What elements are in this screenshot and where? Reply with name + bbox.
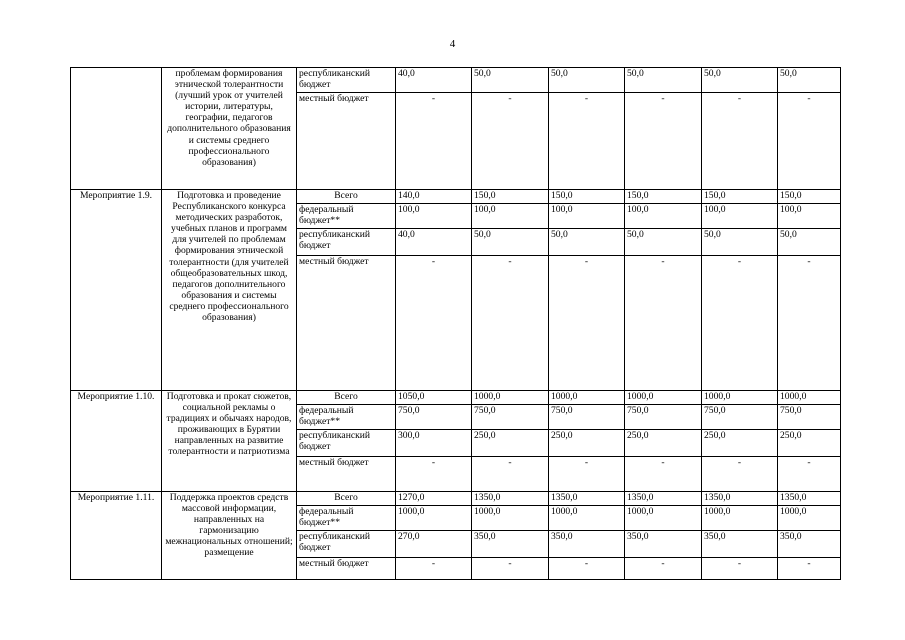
amount-cell: 750,0 [472, 405, 549, 430]
amount-cell: 250,0 [472, 430, 549, 457]
amount-cell: 1350,0 [625, 492, 702, 506]
event-description-cell: Подготовка и проведение Республиканского конкурса методических разработок, учебных планов и программ для учителей по проблемам формирования этнической толерантности (для учителей общеобразовательных шкод, педагогов дополнительного образования и системы среднего профессионального образования) [162, 190, 297, 391]
amount-cell: - [472, 558, 549, 580]
amount-cell: - [702, 457, 778, 492]
amount-cell: 1000,0 [549, 506, 625, 531]
amount-cell: 1050,0 [396, 391, 472, 405]
amount-cell: 1000,0 [702, 506, 778, 531]
funding-source-cell: Всего [297, 492, 396, 506]
event-number-cell [71, 68, 162, 190]
funding-source-cell: республиканский бюджет [297, 531, 396, 558]
amount-cell: 100,0 [778, 204, 841, 229]
amount-cell: 50,0 [702, 229, 778, 256]
table-row [71, 492, 841, 506]
amount-cell: 50,0 [549, 68, 625, 93]
amount-cell: - [472, 93, 549, 190]
funding-source-cell: местный бюджет [297, 558, 396, 580]
page-number: 4 [449, 38, 456, 50]
amount-cell: 50,0 [778, 68, 841, 93]
event-number-cell: Мероприятие 1.11. [71, 492, 162, 580]
event-description-cell: Подготовка и прокат сюжетов, социальной рекламы о традициях и обычаях народов, проживающих в Бурятии направленных на развитие толерантности и патриотизма [162, 391, 297, 492]
amount-cell: 350,0 [472, 531, 549, 558]
amount-cell: 50,0 [472, 229, 549, 256]
amount-cell: 250,0 [778, 430, 841, 457]
amount-cell: - [778, 93, 841, 190]
amount-cell: - [549, 457, 625, 492]
event-number-cell: Мероприятие 1.10. [71, 391, 162, 492]
amount-cell: 350,0 [702, 531, 778, 558]
amount-cell: - [549, 256, 625, 391]
table-row [71, 190, 841, 204]
amount-cell: 350,0 [778, 531, 841, 558]
funding-source-cell: республиканский бюджет [297, 68, 396, 93]
amount-cell: 750,0 [396, 405, 472, 430]
table-row [71, 68, 841, 93]
funding-source-cell: местный бюджет [297, 457, 396, 492]
amount-cell: 150,0 [472, 190, 549, 204]
amount-cell: 1350,0 [702, 492, 778, 506]
amount-cell: - [625, 457, 702, 492]
amount-cell: 50,0 [549, 229, 625, 256]
amount-cell: 1000,0 [472, 506, 549, 531]
amount-cell: - [472, 256, 549, 391]
event-description-cell: проблемам формирования этнической толерантности (лучший урок от учителей истории, литературы, географии, педагогов дополнительного образования и системы среднего профессионального образования) [162, 68, 297, 190]
amount-cell: 100,0 [472, 204, 549, 229]
amount-cell: 350,0 [625, 531, 702, 558]
amount-cell: 1000,0 [625, 506, 702, 531]
amount-cell: - [778, 457, 841, 492]
amount-cell: - [396, 558, 472, 580]
amount-cell: - [625, 93, 702, 190]
amount-cell: 1000,0 [472, 391, 549, 405]
amount-cell: 100,0 [625, 204, 702, 229]
amount-cell: 50,0 [625, 68, 702, 93]
amount-cell: 50,0 [625, 229, 702, 256]
amount-cell: 100,0 [702, 204, 778, 229]
amount-cell: 40,0 [396, 229, 472, 256]
budget-table [70, 67, 841, 580]
amount-cell: 140,0 [396, 190, 472, 204]
amount-cell: - [778, 558, 841, 580]
amount-cell: 100,0 [396, 204, 472, 229]
amount-cell: 1350,0 [549, 492, 625, 506]
amount-cell: - [702, 256, 778, 391]
amount-cell: 350,0 [549, 531, 625, 558]
funding-source-cell: федеральный бюджет** [297, 506, 396, 531]
funding-source-cell: Всего [297, 190, 396, 204]
amount-cell: 1270,0 [396, 492, 472, 506]
funding-source-cell: федеральный бюджет** [297, 405, 396, 430]
amount-cell: - [396, 93, 472, 190]
amount-cell: 1000,0 [396, 506, 472, 531]
funding-source-cell: республиканский бюджет [297, 430, 396, 457]
amount-cell: 100,0 [549, 204, 625, 229]
funding-source-cell: Всего [297, 391, 396, 405]
amount-cell: - [702, 558, 778, 580]
amount-cell: 1000,0 [549, 391, 625, 405]
amount-cell: 1000,0 [702, 391, 778, 405]
funding-source-cell: федеральный бюджет** [297, 204, 396, 229]
amount-cell: 300,0 [396, 430, 472, 457]
amount-cell: 50,0 [702, 68, 778, 93]
amount-cell: 50,0 [778, 229, 841, 256]
event-description-cell: Поддержка проектов средств массовой информации, направленных на гармонизацию межнациональных отношений; размещение [162, 492, 297, 580]
amount-cell: 1000,0 [625, 391, 702, 405]
budget-table-body [71, 68, 841, 580]
amount-cell: - [625, 558, 702, 580]
amount-cell: 1350,0 [472, 492, 549, 506]
amount-cell: 50,0 [472, 68, 549, 93]
funding-source-cell: местный бюджет [297, 93, 396, 190]
amount-cell: 750,0 [778, 405, 841, 430]
amount-cell: - [702, 93, 778, 190]
amount-cell: 750,0 [549, 405, 625, 430]
amount-cell: 1350,0 [778, 492, 841, 506]
event-number-cell: Мероприятие 1.9. [71, 190, 162, 391]
funding-source-cell: местный бюджет [297, 256, 396, 391]
amount-cell: 250,0 [702, 430, 778, 457]
amount-cell: 150,0 [702, 190, 778, 204]
amount-cell: 750,0 [625, 405, 702, 430]
amount-cell: - [778, 256, 841, 391]
amount-cell: - [396, 457, 472, 492]
amount-cell: 250,0 [549, 430, 625, 457]
funding-source-cell: республиканский бюджет [297, 229, 396, 256]
amount-cell: - [625, 256, 702, 391]
amount-cell: - [549, 558, 625, 580]
amount-cell: 1000,0 [778, 391, 841, 405]
table-row [71, 391, 841, 405]
amount-cell: 150,0 [625, 190, 702, 204]
amount-cell: - [472, 457, 549, 492]
amount-cell: 1000,0 [778, 506, 841, 531]
amount-cell: 750,0 [702, 405, 778, 430]
amount-cell: - [549, 93, 625, 190]
amount-cell: 150,0 [549, 190, 625, 204]
amount-cell: 150,0 [778, 190, 841, 204]
amount-cell: 40,0 [396, 68, 472, 93]
amount-cell: 270,0 [396, 531, 472, 558]
amount-cell: - [396, 256, 472, 391]
amount-cell: 250,0 [625, 430, 702, 457]
